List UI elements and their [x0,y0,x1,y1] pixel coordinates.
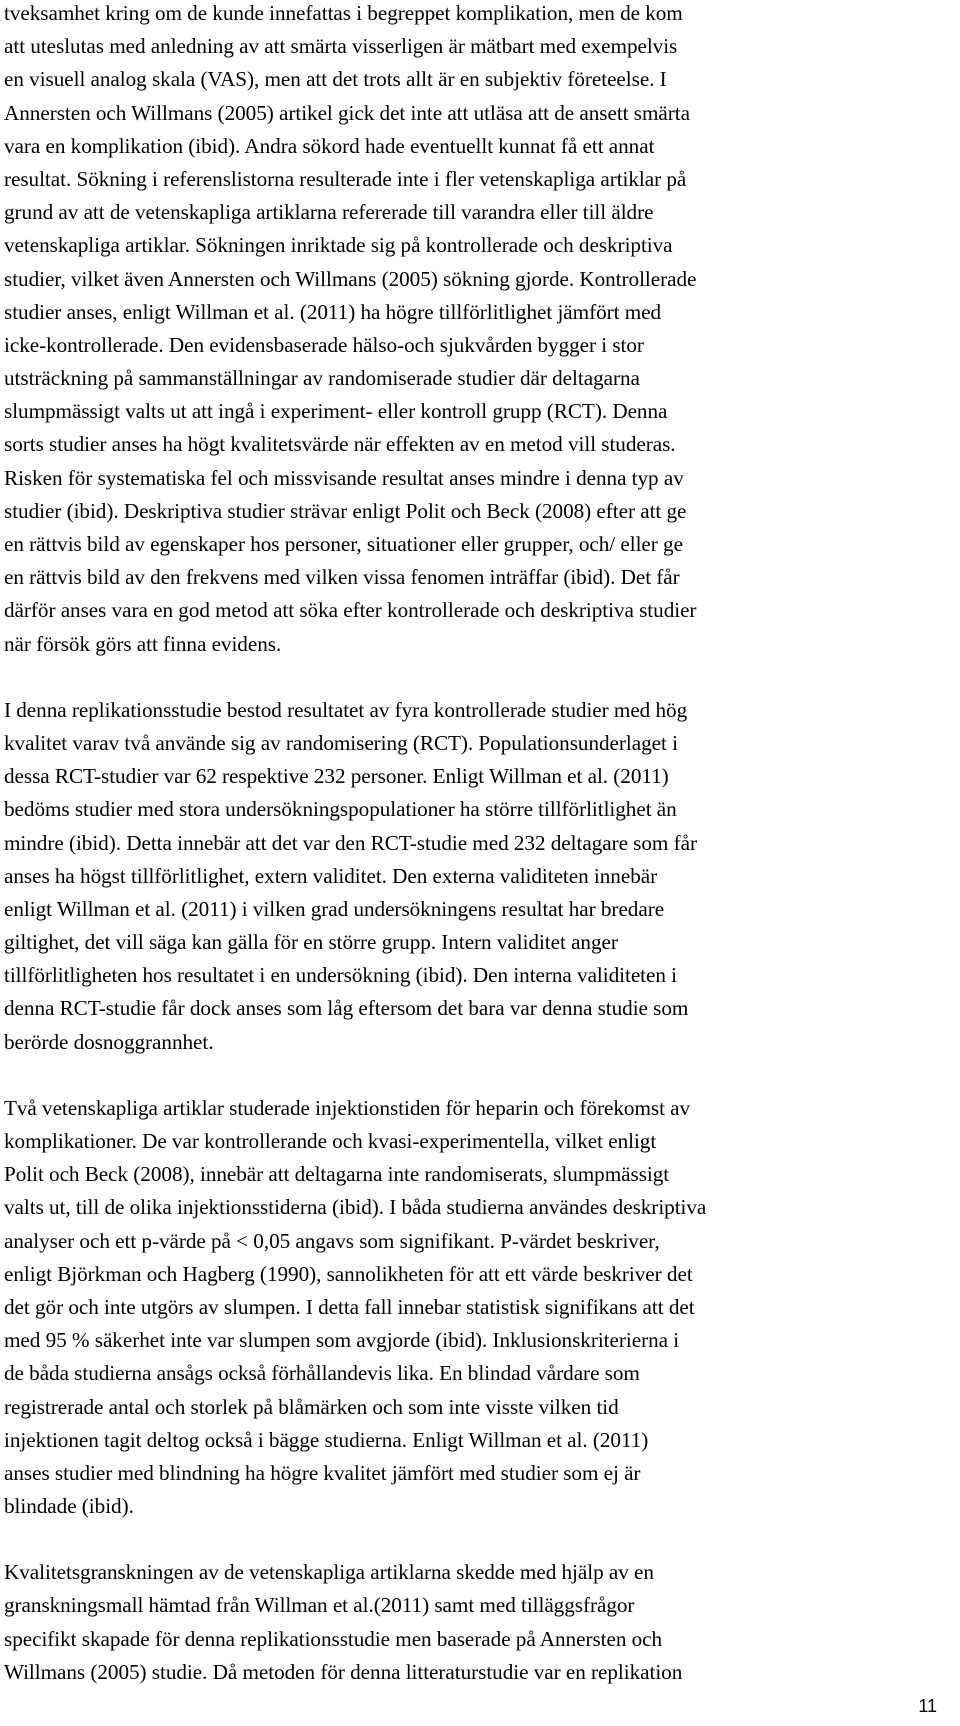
text-line: registrerade antal och storlek på blåmärken och som inte visste vilken tid [4,1394,619,1419]
text-line: därför anses vara en god metod att söka efter kontrollerade och deskriptiva studier [4,598,697,623]
text-line: med 95 % säkerhet inte var slumpen som avgjorde (ibid). Inklusionskriterierna i [4,1328,680,1353]
text-line: anses ha högst tillförlitlighet, extern validitet. Den externa validiteten innebär [4,863,658,888]
text-line: komplikationer. De var kontrollerande och kvasi-experimentella, vilket enligt [4,1129,657,1153]
paragraph [4,1556,944,1689]
text-line: anses studier med blindning ha högre kvalitet jämfört med studier som ej är [4,1460,641,1485]
text-line: kvalitet varav två använde sig av randomisering (RCT). Populationsunderlaget i [4,730,678,755]
text-line: I denna replikationsstudie bestod resultatet av fyra kontrollerade studier med hög [4,697,688,722]
text-line: tillförlitligheten hos resultatet i en undersökning (ibid). Den interna validiteten i [4,963,677,988]
text-line: giltighet, det vill säga kan gälla för en större grupp. Intern validitet anger [4,930,618,955]
text-line: när försök görs att finna evidens. [4,631,282,656]
text-line: dessa RCT-studier var 62 respektive 232 personer. Enligt Willman et al. (2011) [4,764,669,789]
text-line: grund av att de vetenskapliga artiklarna refererade till varandra eller till äldre [4,200,654,225]
text-line: blindade (ibid). [4,1494,134,1519]
text-line: tveksamhet kring om de kunde innefattas i begreppet komplikation, men de kom [4,1,683,25]
text-line: enligt Willman et al. (2011) i vilken grad undersökningens resultat har bredare [4,896,665,921]
paragraph [4,0,944,661]
text-line: studier (ibid). Deskriptiva studier strävar enligt Polit och Beck (2008) efter att ge [4,498,687,523]
text-line: injektionen tagit deltog också i bägge studierna. Enligt Willman et al. (2011) [4,1427,649,1452]
text-line: sorts studier anses ha högt kvalitetsvärde när effekten av en metod vill studeras. [4,432,676,457]
text-line: en rättvis bild av den frekvens med vilken vissa fenomen inträffar (ibid). Det får [4,565,680,590]
text-line: analyser och ett p-värde på < 0,05 angavs som signifikant. P-värdet beskriver, [4,1228,660,1253]
text-line: mindre (ibid). Detta innebär att det var den RCT-studie med 232 deltagare som får [4,830,697,855]
text-line: enligt Björkman och Hagberg (1990), sannolikheten för att ett värde beskriver det [4,1261,693,1286]
text-line: bedöms studier med stora undersökningspopulationer ha större tillförlitlighet än [4,797,677,822]
text-line: Polit och Beck (2008), innebär att deltagarna inte randomiserats, slumpmässigt [4,1162,670,1187]
text-line: vara en komplikation (ibid). Andra sökord hade eventuellt kunnat få ett annat [4,133,655,158]
text-line: resultat. Sökning i referenslistorna resulterade inte i fler vetenskapliga artiklar på [4,166,687,191]
text-line: valts ut, till de olika injektionsstiderna (ibid). I båda studierna användes deskriptiva [4,1195,707,1220]
text-line: det gör och inte utgörs av slumpen. I detta fall innebar statistisk signifikans att det [4,1294,695,1319]
paragraph [4,1092,944,1523]
text-line: de båda studierna ansågs också förhållandevis lika. En blindad vårdare som [4,1361,640,1386]
text-line: att uteslutas med anledning av att smärta visserligen är mätbart med exempelvis [4,34,678,59]
text-line: en visuell analog skala (VAS), men att det trots allt är en subjektiv företeelse. I [4,67,667,92]
page-number: 11 [918,1696,937,1716]
text-line: Willmans (2005) studie. Då metoden för denna litteraturstudie var en replikation [4,1659,683,1684]
text-line: slumpmässigt valts ut att ingå i experiment- eller kontroll grupp (RCT). Denna [4,399,668,424]
text-line: Kvalitetsgranskningen av de vetenskapliga artiklarna skedde med hjälp av en [4,1560,654,1585]
text-line: studier, vilket även Annersten och Willmans (2005) sökning gjorde. Kontrollerade [4,266,697,291]
text-line: berörde dosnoggrannhet. [4,1029,214,1054]
text-line: denna RCT-studie får dock anses som låg eftersom det bara var denna studie som [4,996,689,1021]
text-line: Risken för systematiska fel och missvisande resultat anses mindre i denna typ av [4,465,684,490]
text-line: granskningsmall hämtad från Willman et al.(2011) samt med tilläggsfrågor [4,1593,635,1618]
text-line: icke-kontrollerade. Den evidensbaserade hälso-och sjukvården bygger i stor [4,332,644,357]
text-line: vetenskapliga artiklar. Sökningen inriktade sig på kontrollerade och deskriptiva [4,233,673,258]
text-line: Annersten och Willmans (2005) artikel gick det inte att utläsa att de ansett smärta [4,100,690,125]
text-line: en rättvis bild av egenskaper hos personer, situationer eller grupper, och/ eller ge [4,532,683,556]
body-text [4,0,944,1689]
text-line: utsträckning på sammanställningar av randomiserade studier där deltagarna [4,366,640,391]
text-line: Två vetenskapliga artiklar studerade injektionstiden för heparin och förekomst av [4,1095,691,1120]
paragraph [4,694,944,1059]
text-line: studier anses, enligt Willman et al. (2011) ha högre tillförlitlighet jämfört med [4,299,662,324]
text-line: specifikt skapade för denna replikationsstudie men baserade på Annersten och [4,1626,663,1651]
